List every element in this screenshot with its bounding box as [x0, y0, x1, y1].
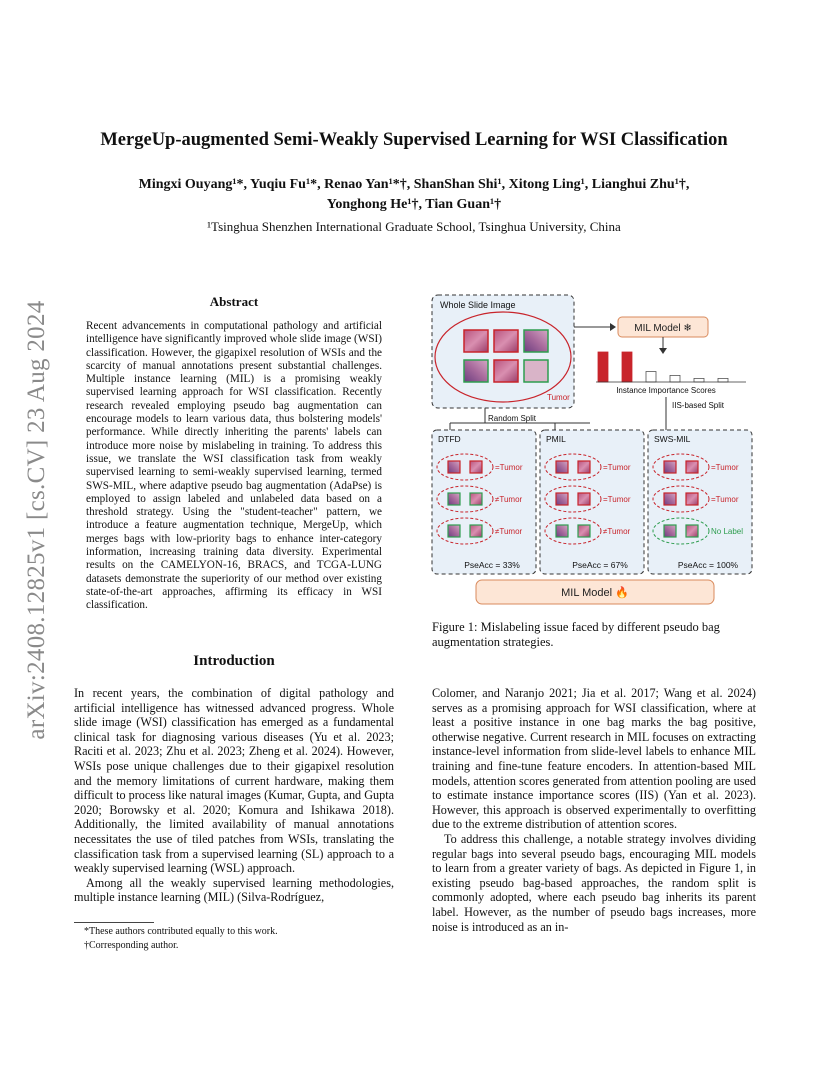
mil-model-frozen-label: MIL Model ❄	[634, 323, 692, 334]
patch-normal	[524, 360, 548, 382]
figure-1	[430, 290, 760, 610]
importance-bar	[718, 378, 728, 382]
panel-title: SWS-MIL	[654, 434, 691, 444]
arrow-head	[659, 348, 667, 354]
panel-dtfd	[432, 430, 536, 574]
bag-label: =Tumor	[603, 495, 631, 504]
pseudo-accuracy: PseAcc = 67%	[572, 560, 628, 570]
bag-label: ≠Tumor	[603, 527, 631, 536]
affiliation: ¹Tsinghua Shenzhen International Graduate School, Tsinghua University, China	[207, 219, 621, 234]
wsi-label: Whole Slide Image	[440, 300, 516, 310]
pseudo-accuracy: PseAcc = 33%	[464, 560, 520, 570]
patch	[556, 493, 568, 505]
panel-title: DTFD	[438, 434, 461, 444]
figure-1-caption: Figure 1: Mislabeling issue faced by different pseudo bag augmentation strategies.	[432, 620, 720, 649]
iis-label: Instance Importance Scores	[616, 386, 716, 395]
mil-model-trainable-label: MIL Model 🔥	[561, 587, 629, 599]
author-list	[80, 175, 748, 215]
patch-normal	[464, 360, 488, 382]
panel-pmil	[540, 430, 644, 574]
patch-tumor	[494, 360, 518, 382]
patch	[664, 525, 676, 537]
patch-normal	[524, 330, 548, 352]
footnote-rule	[74, 922, 154, 923]
panel-sws-mil	[648, 430, 752, 574]
abstract-text: Recent advancements in computational pathology and artificial intelligence have significantly improved whole slide image (WSI) classification. However, the gigapixel resolution of WSIs and the scarcity of manual annotations present substantial challenges. Multiple instance learning (MIL) is a promising weakly supervised learning approach for WSI classification. Recently research revealed employing pseudo bag augmentation can encourage models to learn various data, thus bolstering models' performance. While directly inheriting the parents' labels can introduce more noise by mislabeling in training. To address this issue, we translate the WSI classification task from weakly supervised learning to semi-weakly supervised learning, termed SWS-MIL, where adaptive pseudo bag augmentation (AdaPse) is employed to assign labeled and unlabeled data based on a threshold strategy. Using the "student-teacher" pattern, we introduce a feature augmentation technique, MergeUp, which merges bags with low-priority bags to enhance inter-category information, increasing training data diversity. Experimental results on the CAMELYON-16, BRACS, and TCGA-LUNG datasets demonstrate the superiority of our method over existing state-of-the-art approaches, affirming its efficacy in WSI classification.	[86, 320, 382, 612]
paper-title: MergeUp-augmented Semi-Weakly Supervised Learning for WSI Classification	[100, 130, 728, 150]
left-column-text	[74, 686, 394, 905]
arxiv-stamp: arXiv:2408.12825v1 [cs.CV] 23 Aug 2024	[23, 300, 50, 740]
importance-bar	[670, 375, 680, 382]
authors-line-2: Yonghong He¹†, Tian Guan¹†	[326, 197, 502, 212]
patch	[686, 493, 698, 505]
patch-tumor	[464, 330, 488, 352]
method-panels	[432, 430, 752, 574]
right-paragraph-2: To address this challenge, a notable strategy involves dividing regular bags into several pseudo bags, encouraging MIL models to learn from a greater variety of bags. As depicted in Figure 1, in existing pseudo bag-based approaches, the random split is commonly adopted, where each pseudo bag inherits its parent label. However, as the number of pseudo bags increases, more noise is introduced as an in-	[432, 831, 756, 934]
patch	[578, 493, 590, 505]
right-paragraph-1: Colomer, and Naranjo 2021; Jia et al. 2017; Wang et al. 2024) serves as a promising approach for WSI classification, where at least a positive instance in one bag marks the bag positive, otherwise negative. Current research in MIL focuses on extracting instance-level information from slide-level labels to enhance MIL training and fine-tune feature encoders. In attention-based MIL models, attention scores generated from attention pooling are used to estimate instance importance scores (IIS) (Yan et al. 2023). However, this approach is observed experimentally to overfitting due to the extreme distribution of attention scores.	[432, 686, 756, 832]
patch	[470, 525, 482, 537]
patch	[448, 493, 460, 505]
patch	[556, 461, 568, 473]
patch	[578, 525, 590, 537]
importance-bar	[598, 352, 608, 382]
introduction-heading: Introduction	[193, 653, 275, 669]
footnote-equal-contribution: *These authors contributed equally to this work.	[84, 926, 278, 937]
bag-label: =Tumor	[711, 495, 739, 504]
bag-label: =Tumor	[603, 463, 631, 472]
importance-bar	[622, 352, 632, 382]
panel-title: PMIL	[546, 434, 566, 444]
patch	[664, 493, 676, 505]
intro-paragraph-2: Among all the weakly supervised learning methodologies, multiple instance learning (MIL) (Silva-Rodríguez,	[74, 875, 394, 905]
patch-tumor	[494, 330, 518, 352]
importance-bar	[694, 378, 704, 382]
abstract-heading: Abstract	[209, 294, 259, 309]
patch	[556, 525, 568, 537]
patch	[686, 525, 698, 537]
iis-split-label: IIS-based Split	[672, 401, 725, 410]
authors-line-1: Mingxi Ouyang¹*, Yuqiu Fu¹*, Renao Yan¹*†, ShanShan Shi¹, Xitong Ling¹, Lianghui Zhu¹†,	[138, 177, 690, 192]
bag-label: =Tumor	[495, 463, 523, 472]
footnote-corresponding: †Corresponding author.	[84, 940, 179, 951]
importance-bar	[646, 372, 656, 383]
right-column-text	[432, 686, 756, 934]
importance-score-bars	[598, 352, 728, 382]
bag-label: No Label	[711, 527, 744, 536]
patch	[470, 461, 482, 473]
patch	[686, 461, 698, 473]
patch	[448, 461, 460, 473]
tumor-label: Tumor	[547, 393, 570, 402]
patch	[448, 525, 460, 537]
arrow-head	[610, 323, 616, 331]
patch	[578, 461, 590, 473]
intro-paragraph-1: In recent years, the combination of digital pathology and artificial intelligence has witnessed advanced progress. Whole slide image (WSI) classification has emerged as a fundamental clinical task for diagnosing various diseases (Yu et al. 2023; Raciti et al. 2023; Zhu et al. 2023; Zheng et al. 2024). However, WSIs pose unique challenges due to their gigapixel resolution and the memory limitations of current hardware, making them difficult to process like natural images (Kumar, Gupta, and Gupta 2020; Borowsky et al. 2020; Komura and Ishikawa 2018). Additionally, the limited availability of manual annotations necessitates the use of tiled patches from WSIs, translating the classification task from a supervised learning (SL) approach to a weakly supervised learning (WSL) approach.	[74, 686, 394, 876]
random-split-label: Random Split	[488, 414, 537, 423]
bag-label: =Tumor	[711, 463, 739, 472]
patch	[470, 493, 482, 505]
pseudo-accuracy: PseAcc = 100%	[677, 560, 739, 570]
bag-label: ≠Tumor	[495, 527, 523, 536]
patch	[664, 461, 676, 473]
bag-label: ≠Tumor	[495, 495, 523, 504]
